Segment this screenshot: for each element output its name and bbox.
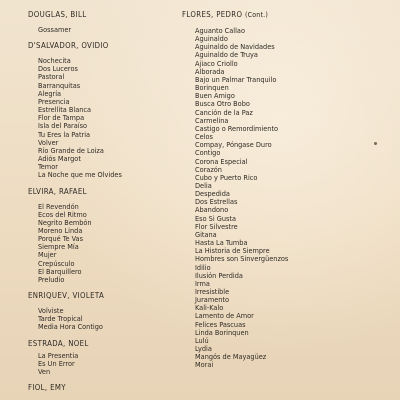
song-title: Despedida bbox=[195, 189, 230, 199]
song-title: Contigo bbox=[195, 148, 221, 158]
song-title: Adiós Margot bbox=[38, 154, 81, 164]
song-title: Ecos del Ritmo bbox=[38, 209, 87, 219]
song-title: Tu Eres la Patria bbox=[38, 129, 91, 139]
song-title: Alborada bbox=[195, 66, 225, 76]
song-title: Borinquen bbox=[195, 83, 229, 93]
song-title: Hasta La Tumba bbox=[195, 238, 248, 248]
song-title: Irma bbox=[195, 278, 210, 288]
song-title: Eso Si Gusta bbox=[195, 213, 237, 223]
song-title: Ilusión Perdida bbox=[195, 270, 243, 280]
song-title: Kali-Kalo bbox=[195, 303, 224, 313]
song-title: La Presentia bbox=[38, 350, 79, 360]
song-title: Juramento bbox=[195, 295, 230, 305]
song-list bbox=[28, 203, 178, 285]
song-title: Carmelina bbox=[195, 115, 229, 125]
song-list bbox=[182, 27, 352, 370]
song-title: Morai bbox=[195, 360, 214, 370]
artist-name: FIOL, EMY bbox=[28, 383, 66, 392]
song-title: Mangós de Mayagüez bbox=[195, 352, 267, 362]
song-title: La Historia de Siempre bbox=[195, 246, 270, 256]
artist-group bbox=[28, 290, 178, 331]
song-title: Ajiaco Criollo bbox=[195, 58, 238, 68]
song-title: Gossamer bbox=[38, 25, 72, 34]
artist-group bbox=[28, 186, 178, 285]
song-title: Preludio bbox=[38, 274, 65, 284]
artist-group bbox=[182, 9, 352, 370]
song-title: El Barquillero bbox=[38, 266, 82, 276]
song-title: Buen Amigo bbox=[195, 91, 235, 101]
song-list bbox=[28, 57, 178, 179]
song-title: Río Grande de Loiza bbox=[38, 145, 104, 155]
song-title: Ven bbox=[38, 366, 51, 376]
song-title: Idilio bbox=[195, 262, 211, 272]
song-title: Busca Otro Bobo bbox=[195, 99, 250, 109]
paper-speck bbox=[374, 142, 377, 145]
song-title: Bajo un Palmar Tranquilo bbox=[195, 74, 277, 84]
song-title: Flor de Tampa bbox=[38, 113, 85, 123]
song-title: Irresistible bbox=[195, 287, 230, 296]
song-title: Alegría bbox=[38, 88, 62, 98]
song-title: Lydia bbox=[195, 344, 212, 354]
song-title: Aguanto Callao bbox=[195, 26, 245, 35]
artist-name-text: FLORES, PEDRO bbox=[182, 10, 243, 19]
song-title: Felices Pascuas bbox=[195, 319, 246, 329]
song-title: Crepúsculo bbox=[38, 258, 75, 268]
song-title: Negrito Bembón bbox=[38, 217, 92, 227]
song-title: Cubo y Puerto Rico bbox=[195, 172, 258, 182]
right-column bbox=[182, 9, 352, 376]
song-title: Presencia bbox=[38, 96, 70, 106]
song-title: Castigo o Remordimiento bbox=[195, 123, 279, 133]
song-title: Volviste bbox=[38, 306, 64, 316]
left-column bbox=[28, 9, 178, 393]
song-title: El Revendón bbox=[38, 201, 79, 211]
song-title: Lamento de Amor bbox=[195, 311, 254, 321]
artist-name bbox=[182, 9, 352, 21]
song-title: Es Un Error bbox=[38, 358, 75, 368]
song-title: Dos Estrellas bbox=[195, 197, 238, 207]
continued-label: (Cont.) bbox=[244, 11, 269, 19]
song-title: Aguinaldo de Truya bbox=[195, 50, 258, 60]
song-title: Corazón bbox=[195, 164, 222, 174]
song-title: Pastoral bbox=[38, 72, 65, 82]
song-title: Aguinaldo bbox=[195, 34, 228, 44]
song-title: Lulú bbox=[195, 335, 209, 345]
song-title: Celos bbox=[195, 132, 213, 142]
song-list bbox=[28, 307, 178, 331]
artist-name: D'SALVADOR, OVIDIO bbox=[28, 41, 109, 51]
song-title: Media Hora Contigo bbox=[38, 322, 103, 332]
song-title: La Noche que me Olvides bbox=[38, 170, 122, 180]
song-title: Corona Especial bbox=[195, 156, 248, 166]
song-title: Mujer bbox=[38, 250, 57, 260]
song-title: Siempre Mía bbox=[38, 242, 79, 252]
song-title: Aguinaldo de Navidades bbox=[195, 42, 275, 52]
song-title: Gitana bbox=[195, 229, 217, 239]
song-title: Canción de la Paz bbox=[195, 107, 253, 117]
artist-group bbox=[28, 382, 178, 393]
artist-group bbox=[28, 338, 178, 376]
artist-name: ESTRADA, NOEL bbox=[28, 338, 89, 348]
song-title: Tarde Tropical bbox=[38, 314, 83, 324]
song-list bbox=[28, 26, 178, 34]
song-title: Temor bbox=[38, 162, 58, 172]
song-list bbox=[28, 352, 178, 376]
artist-name: DOUGLAS, BILL bbox=[28, 10, 87, 19]
artist-name: ELVIRA, RAFAEL bbox=[28, 186, 87, 196]
song-title: Delia bbox=[195, 180, 212, 190]
song-title: Volver bbox=[38, 137, 59, 147]
song-title: Abandono bbox=[195, 205, 229, 215]
artist-name: ENRIQUEV, VIOLETA bbox=[28, 291, 105, 301]
artist-group bbox=[28, 9, 178, 34]
song-title: Moreno Linda bbox=[38, 225, 83, 235]
song-title: Linda Borinquen bbox=[195, 327, 249, 337]
song-title: Estrellita Blanca bbox=[38, 105, 92, 115]
song-title: Compay, Póngase Duro bbox=[195, 140, 272, 150]
song-title: Dos Luceros bbox=[38, 64, 78, 74]
song-title: Barranquitas bbox=[38, 80, 81, 90]
song-title: Nochecita bbox=[38, 56, 71, 66]
song-title: Isla del Paraíso bbox=[38, 121, 88, 131]
song-title: Porqué Te Vas bbox=[38, 234, 83, 244]
song-title: Hombres son Sinvergüenzos bbox=[195, 254, 289, 264]
artist-group bbox=[28, 40, 178, 179]
song-title: Flor Silvestre bbox=[195, 221, 238, 231]
